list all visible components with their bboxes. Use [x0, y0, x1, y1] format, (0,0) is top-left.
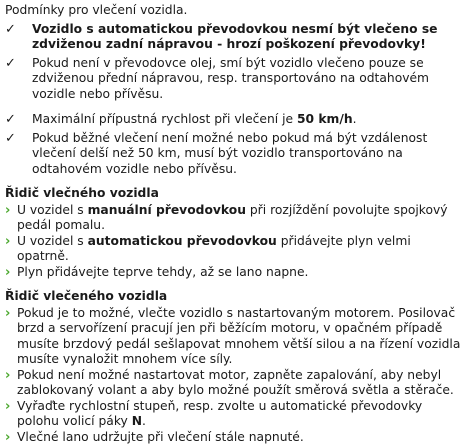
towing-driver-heading: Řidič vlečného vozidla — [5, 186, 462, 202]
list-item: › Vlečné lano udržujte při vlečení stále napnuté. — [5, 430, 462, 445]
intro-text: Podmínky pro vlečení vozidla. — [5, 3, 462, 19]
chevron-right-icon: › — [5, 203, 17, 219]
list-item: › Pokud je to možné, vlečte vozidlo s nastartovaným motorem. Posilovač brzd a servořízení pracují jen při běžícím motoru, v opačném případě musíte brzdový pedál sešlapovat mnohem větší silou a na řízení vozidla musíte vynaložit mnohem více síly. — [5, 306, 462, 368]
list-item: › U vozidel s automatickou převodovkou přidávejte plyn velmi opatrně. — [5, 234, 462, 265]
condition-warning: Vozidlo s automatickou převodovkou nesmí být vlečeno se zdviženou zadní nápravou - hrozí poškození převodovky! — [32, 22, 438, 52]
check-icon: ✓ — [5, 56, 32, 72]
list-item: › U vozidel s manuální převodovkou při rozjíždění povolujte spojkový pedál pomalu. — [5, 203, 462, 234]
condition-item: ✓ Pokud není v převodovce olej, smí být vozidlo vlečeno pouze se zdviženou přední nápravou, resp. transportováno na odtahovém vozidle nebo přívěsu. — [5, 56, 462, 103]
condition-item: ✓ Pokud běžné vlečení není možné nebo pokud má být vzdálenost vlečení delší než 50 km, musí být vozidlo transportováno na odtahovém vozidle nebo přívěsu. — [5, 131, 462, 178]
towed-driver-heading: Řidič vlečeného vozidla — [5, 289, 462, 305]
chevron-right-icon: › — [5, 399, 17, 415]
condition-item: ✓ Maximální přípustná rychlost při vlečení je 50 km/h. — [5, 112, 462, 128]
list-item: › Pokud není možné nastartovat motor, zapněte zapalování, aby nebyl zablokovaný volant a aby bylo možné použít směrová světla a stěrače. — [5, 368, 462, 399]
list-item: › Plyn přidávejte teprve tehdy, až se lano napne. — [5, 265, 462, 281]
chevron-right-icon: › — [5, 430, 17, 445]
condition-item — [5, 22, 462, 53]
check-icon: ✓ — [5, 112, 32, 128]
list-item: › Vyřaďte rychlostní stupeň, resp. zvolte u automatické převodovky polohu volicí páky N. — [5, 399, 462, 430]
chevron-right-icon: › — [5, 265, 17, 281]
chevron-right-icon: › — [5, 368, 17, 384]
chevron-right-icon: › — [5, 234, 17, 250]
check-icon: ✓ — [5, 22, 32, 38]
chevron-right-icon: › — [5, 306, 17, 322]
check-icon: ✓ — [5, 131, 32, 147]
